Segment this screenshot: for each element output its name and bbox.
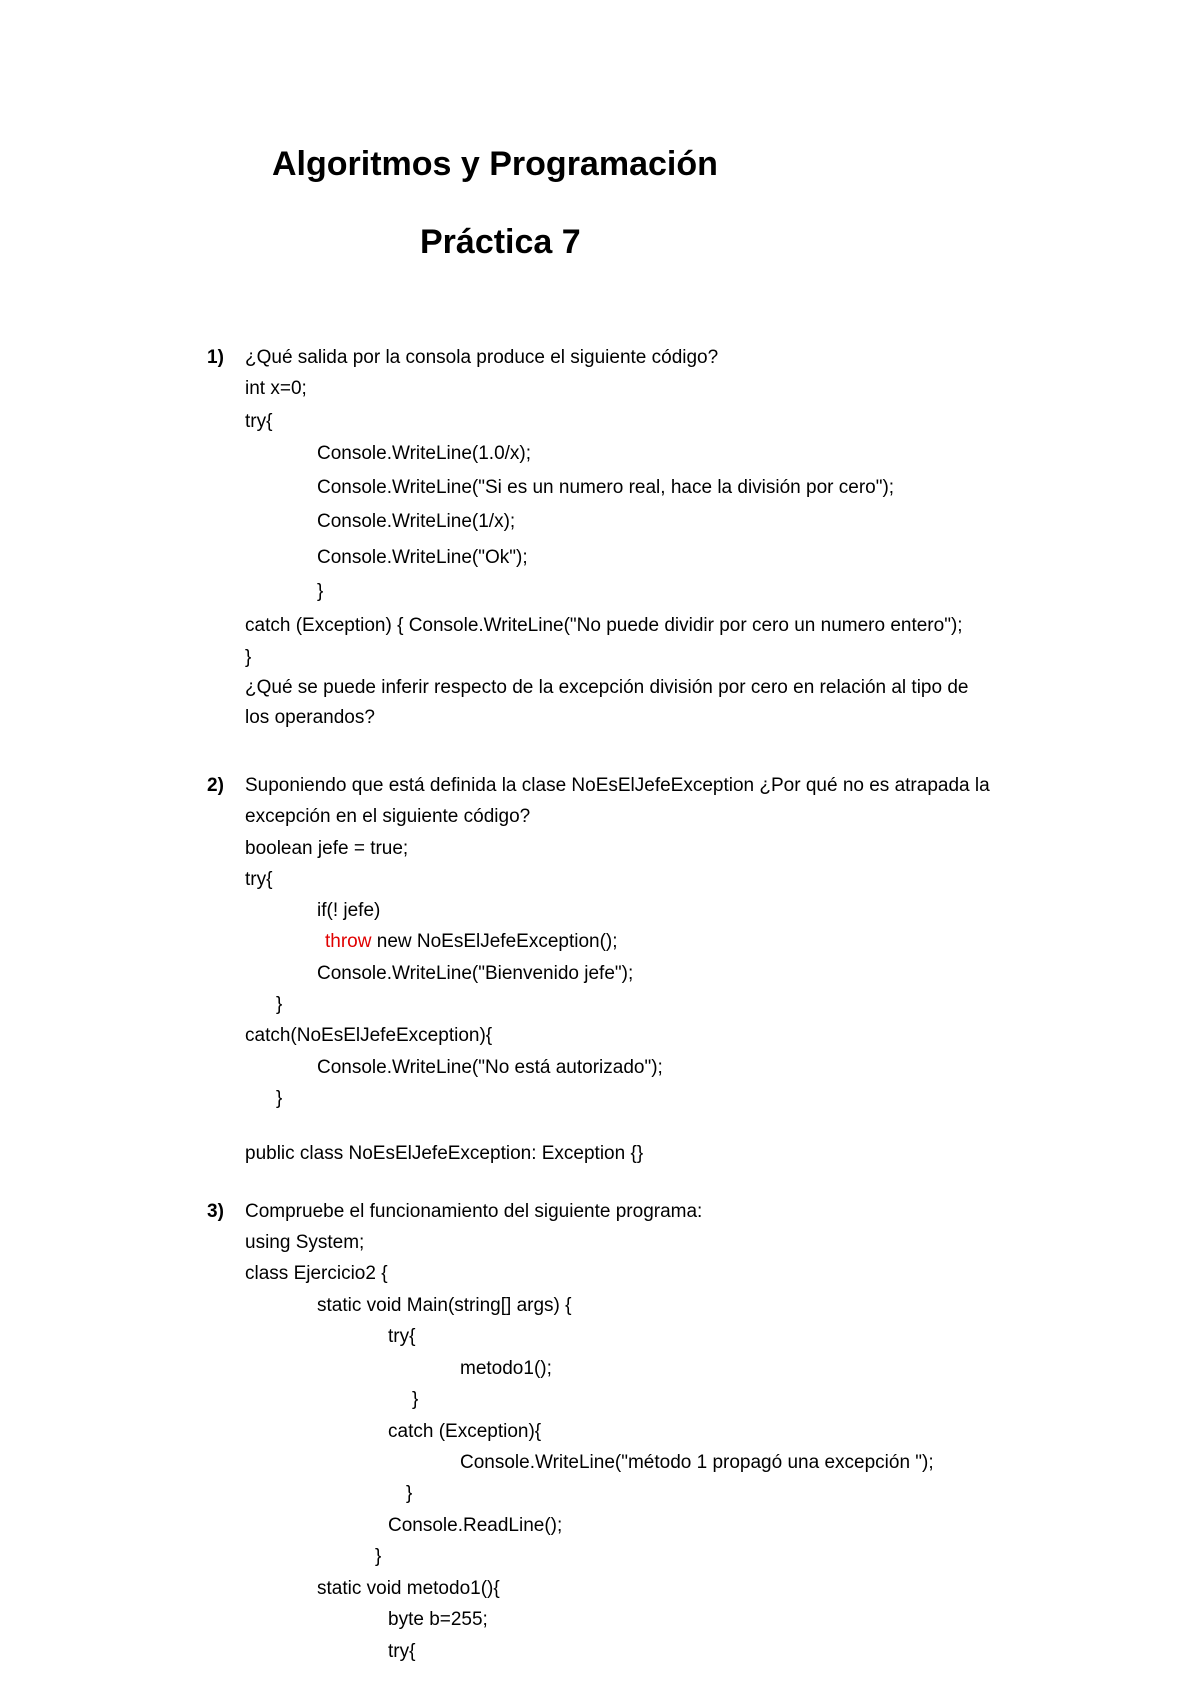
code-line: Console.WriteLine("No está autorizado"); [317,1057,663,1078]
code-line: Console.WriteLine(1/x); [317,511,516,532]
document-title: Algoritmos y Programación [272,145,718,183]
question-text: Compruebe el funcionamiento del siguiente programa: [245,1201,703,1222]
code-line: metodo1(); [460,1358,552,1379]
code-line: } [276,1088,283,1109]
code-line: catch (Exception){ [388,1421,542,1442]
code-line: Console.WriteLine("Bienvenido jefe"); [317,963,634,984]
question-text: Suponiendo que está definida la clase NoEsElJefeException ¿Por qué no es atrapada la [245,775,990,796]
code-line: catch(NoEsElJefeException){ [245,1025,493,1046]
code-line: } [412,1389,419,1410]
followup-text: los operandos? [245,707,375,728]
code-line: if(! jefe) [317,900,381,921]
code-line: } [406,1483,413,1504]
code-line: byte b=255; [388,1609,488,1630]
code-line: try{ [388,1641,416,1662]
code-line: } [276,994,283,1015]
code-line: } [245,647,252,668]
question-number: 2) [207,775,224,796]
code-line: try{ [388,1326,416,1347]
throw-keyword: throw [325,931,372,952]
code-fragment: new NoEsElJefeException(); [371,931,618,952]
code-line [325,930,618,954]
code-line: } [375,1546,382,1567]
question-number: 1) [207,347,224,368]
code-line: public class NoEsElJefeException: Exception {} [245,1143,644,1164]
question-text: ¿Qué salida por la consola produce el siguiente código? [245,347,719,368]
code-line: class Ejercicio2 { [245,1263,388,1284]
code-line: catch (Exception) { Console.WriteLine("No puede dividir por cero un numero entero"); [245,615,963,636]
code-line: static void Main(string[] args) { [317,1295,572,1316]
code-line: Console.ReadLine(); [388,1515,563,1536]
code-line: static void metodo1(){ [317,1578,500,1599]
question-number: 3) [207,1201,224,1222]
code-line: Console.WriteLine("Ok"); [317,547,528,568]
code-line: Console.WriteLine("Si es un numero real, hace la división por cero"); [317,477,895,498]
code-line: boolean jefe = true; [245,838,409,859]
code-line: try{ [245,869,273,890]
code-line: using System; [245,1232,365,1253]
question-text: excepción en el siguiente código? [245,806,531,827]
followup-text: ¿Qué se puede inferir respecto de la excepción división por cero en relación al tipo de [245,677,969,698]
code-line: int x=0; [245,378,307,399]
code-line: Console.WriteLine(1.0/x); [317,443,532,464]
code-line: } [317,581,324,602]
code-line: Console.WriteLine("método 1 propagó una excepción "); [460,1452,934,1473]
code-line: try{ [245,411,273,432]
document-subtitle: Práctica 7 [420,223,581,261]
